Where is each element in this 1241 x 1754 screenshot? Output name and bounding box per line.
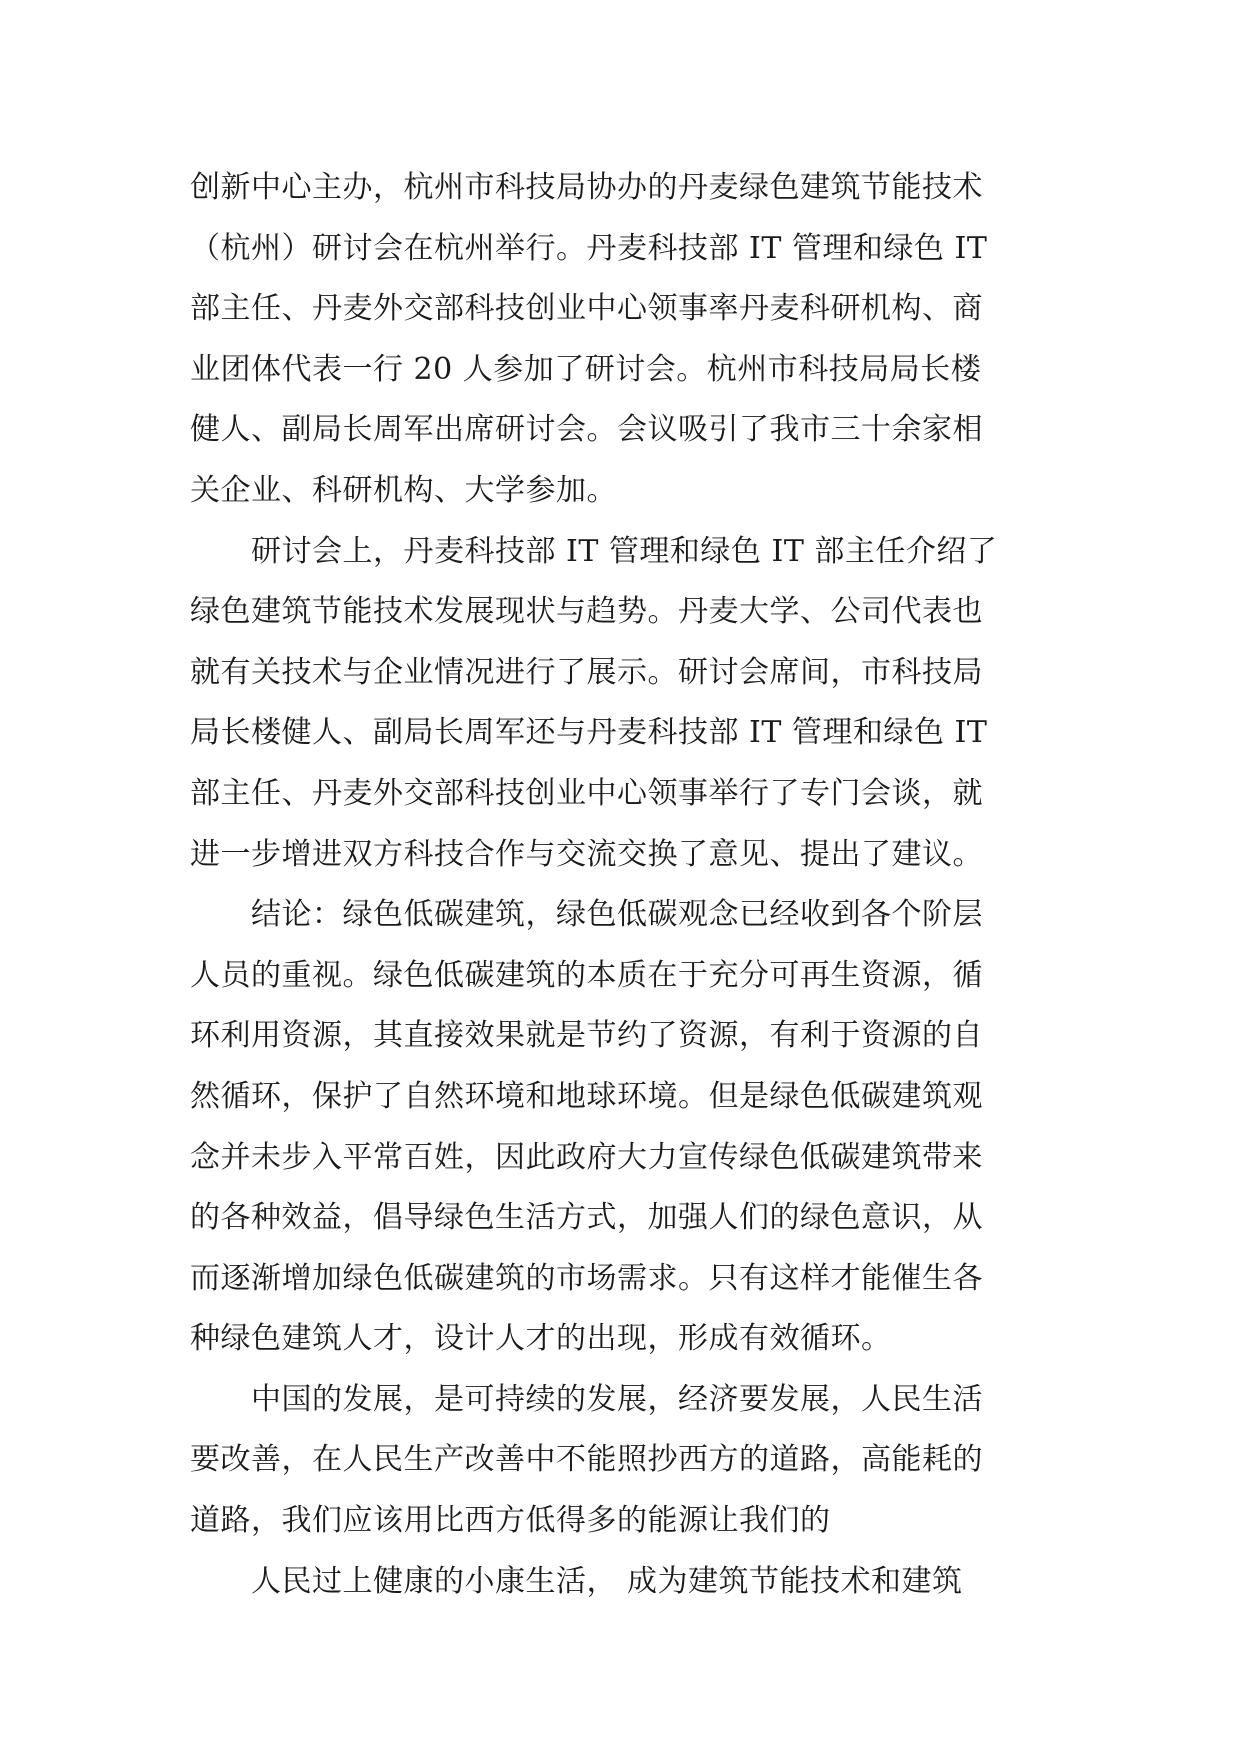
text-line: 健人、副局长周军出席研讨会。会议吸引了我市三十余家相 [190,412,983,448]
text-line: 局长楼健人、副局长周军还与丹麦科技部 IT 管理和绿色 IT [190,715,988,751]
text-line: 环利用资源，其直接效果就是节约了资源，有利于资源的自 [190,1018,983,1054]
text-line: 部主任、丹麦外交部科技创业中心领事率丹麦科研机构、商 [190,291,983,327]
text-line: 进一步增进双方科技合作与交流交换了意见、提出了建议。 [190,836,983,872]
text-line: 中国的发展，是可持续的发展，经济要发展，人民生活 [190,1381,983,1417]
text-line: 然循环，保护了自然环境和地球环境。但是绿色低碳建筑观 [190,1078,983,1114]
text-line: 人民过上健康的小康生活， 成为建筑节能技术和建筑 [190,1563,963,1599]
text-line: 就有关技术与企业情况进行了展示。研讨会席间，市科技局 [190,654,983,690]
text-line: 绿色建筑节能技术发展现状与趋势。丹麦大学、公司代表也 [190,594,983,630]
text-line: 关企业、科研机构、大学参加。 [190,472,617,508]
text-line: 念并未步入平常百姓，因此政府大力宣传绿色低碳建筑带来 [190,1139,983,1175]
text-line: 道路，我们应该用比西方低得多的能源让我们的 [190,1503,831,1539]
text-line: 研讨会上，丹麦科技部 IT 管理和绿色 IT 部主任介绍了 [190,533,998,569]
body-text [190,158,1050,1612]
text-line: 部主任、丹麦外交部科技创业中心领事举行了专门会谈，就 [190,775,983,811]
text-line: （杭州）研讨会在杭州举行。丹麦科技部 IT 管理和绿色 IT [190,230,988,266]
text-line: 种绿色建筑人才，设计人才的出现，形成有效循环。 [190,1321,892,1357]
text-line: 人员的重视。绿色低碳建筑的本质在于充分可再生资源，循 [190,957,983,993]
text-line: 创新中心主办，杭州市科技局协办的丹麦绿色建筑节能技术 [190,170,983,205]
text-line: 而逐渐增加绿色低碳建筑的市场需求。只有这样才能催生各 [190,1260,983,1296]
text-line: 业团体代表一行 20 人参加了研讨会。杭州市科技局局长楼 [190,351,982,387]
text-line: 结论：绿色低碳建筑，绿色低碳观念已经收到各个阶层 [190,897,983,933]
text-line: 的各种效益，倡导绿色生活方式，加强人们的绿色意识，从 [190,1200,983,1236]
text-line: 要改善，在人民生产改善中不能照抄西方的道路，高能耗的 [190,1442,983,1478]
